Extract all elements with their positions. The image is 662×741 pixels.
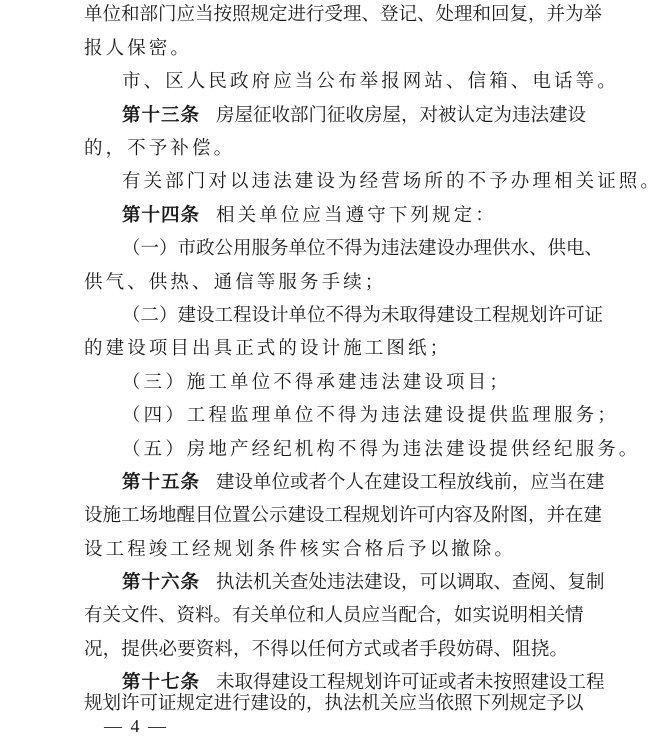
text-line: 的，不予补偿。 [84,138,236,159]
article-heading-line: 第十五条 建设单位或者个人在建设工程放线前，应当在建 [122,472,605,493]
text-line: （五）房地产经纪机构不得为违法建设提供经纪服务。 [122,439,641,460]
article-heading-line: 第十七条 未取得建设工程规划许可证或者未按照建设工程 [122,672,605,693]
text-line: 有关部门对以违法建设为经营场所的不予办理相关证照。 [122,171,662,192]
article-heading-line: 第十三条 房屋征收部门征收房屋，对被认定为违法建设 [122,105,587,126]
text-line: 市、区人民政府应当公布举报网站、信箱、电话等。 [122,71,619,92]
article-number: 第十五条 [122,472,201,493]
article-number: 第十七条 [122,672,201,693]
text-line: （三）施工单位不得承建违法建设项目； [122,372,511,393]
text-line: 的建设项目出具正式的设计施工图纸； [84,338,452,359]
text-line: （二）建设工程设计单位不得为未取得建设工程规划许可证 [122,305,604,326]
text-line: 单位和部门应当按照规定进行受理、登记、处理和回复，并为举 [84,4,603,25]
text-line: 设工程竣工经规划条件核实合格后予以撤除。 [84,539,517,560]
article-heading-line: 第十六条 执法机关查处违法建设，可以调取、查阅、复制 [122,572,605,593]
article-number: 第十四条 [122,205,201,226]
text-line: 设施工场地醒目位置公示建设工程规划许可内容及附图，并在建 [84,505,603,526]
page-number: — 4 — [104,716,168,736]
article-heading-line: 第十四条 相关单位应当遵守下列规定： [122,205,497,226]
text-line: 有关文件、资料。有关单位和人员应当配合，如实说明相关情 [84,605,584,626]
text-line: 报人保密。 [84,38,193,59]
text-line: 规划许可证规定进行建设的，执法机关应当依照下列规定予以 [84,693,584,714]
article-number: 第十三条 [122,105,201,126]
text-line: （四）工程监理单位不得为违法建设提供监理服务； [122,405,619,426]
article-number: 第十六条 [122,572,201,593]
text-line: 况，提供必要资料，不得以任何方式或者手段妨碍、阻挠。 [84,639,568,660]
text-line: 供气、供热、通信等服务手续； [84,272,387,293]
text-line: （一）市政公用服务单位不得为违法建设办理供水、供电、 [122,238,604,259]
